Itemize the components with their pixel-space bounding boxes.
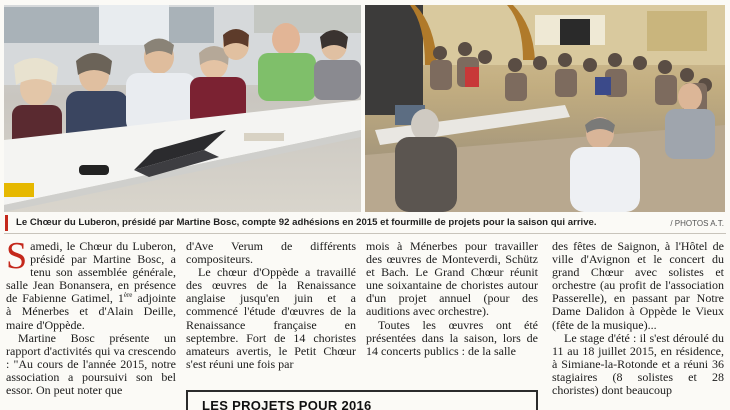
projects-box xyxy=(186,390,538,410)
lead-paragraph xyxy=(6,235,177,332)
photo-choir-assembly-illustration xyxy=(365,5,725,212)
paragraph: d'Ave Verum de différents compositeurs. xyxy=(186,239,356,267)
lead-superscript: ère xyxy=(123,291,133,300)
paragraph: des fêtes de Saignon, à l'Hôtel de ville d'Avignon et le concert du grand Chœur avec solistes et orchestre (au profit de l'association Passerelle), en passant par Notre Dame Dalidon à Oppède le Vieux (fête de la musique)... xyxy=(552,239,724,332)
photo-board-meeting-illustration xyxy=(4,5,361,212)
lead-text: amedi, le Chœur du Luberon, présidé par Martine Bosc, a tenu son assemblée générale, salle Jean Bonansera, en présence de Fabienne Gatimel, 1 xyxy=(6,239,176,306)
photo-caption xyxy=(4,214,726,234)
paragraph: Le chœur d'Oppède a travaillé des œuvres de la Renaissance anglaise jusqu'en juin et a commencé l'étude d'œuvres de la Renaissance française en septembre. Fort de 14 choristes amateurs avertis, le Petit Chœur s'est réuni une fois par xyxy=(186,265,356,371)
dropcap: S xyxy=(6,235,28,277)
paragraph: Toutes les œuvres ont été présentées dans la saison, lors de 14 concerts publics : de la salle xyxy=(366,317,538,358)
article-column-3 xyxy=(366,240,538,358)
projects-box-title: LES PROJETS POUR 2016 xyxy=(202,398,372,410)
caption-text: Le Chœur du Luberon, présidé par Martine Bosc, compte 92 adhésions en 2015 et fourmille de projets pour la saison qui arrive. xyxy=(16,217,597,228)
paragraph: Martine Bosc présente un rapport d'activités qui va crescendo : "Au cours de l'année 2015, notre association a poursuivi son bel essor. On peut noter que xyxy=(6,330,176,398)
article-column-4 xyxy=(552,240,724,397)
photo-choir-assembly xyxy=(365,5,725,212)
article-column-2 xyxy=(186,240,356,371)
paragraph: mois à Ménerbes pour travailler des œuvres de Monteverdi, Schütz et Bach. Le Grand Chœur réunit une soixantaine de choristes autour d'un projet annuel (pour des auditions avec orchestre). xyxy=(366,239,538,319)
paragraph: Le stage d'été : il s'est déroulé du 11 au 18 juillet 2015, en résidence, à Simiane-la-Rotonde et a réuni 36 stagiaires (8 solistes et 28 choristes) dont beaucoup xyxy=(552,330,724,398)
photo-board-meeting xyxy=(4,5,361,212)
photo-credit: / PHOTOS A.T. xyxy=(670,219,724,228)
caption-accent-bar xyxy=(5,215,8,231)
article-column-1 xyxy=(6,235,177,398)
lead-text-tail: adjointe à Ménerbes et d'Alain Deille, maire d'Oppède. xyxy=(6,291,177,332)
